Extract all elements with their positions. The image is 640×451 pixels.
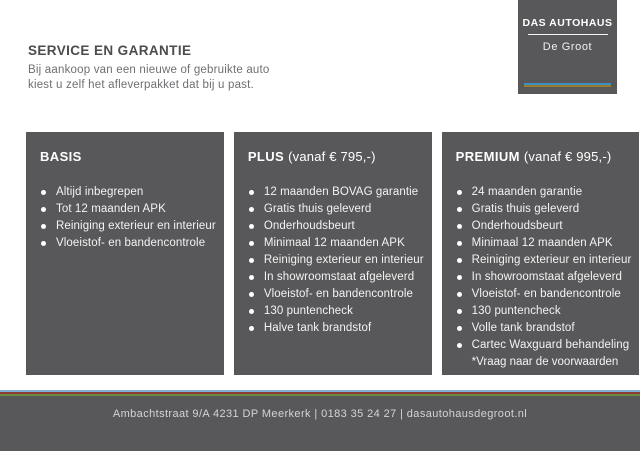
package-items (248, 184, 424, 337)
list-item: Gratis thuis geleverd (456, 201, 632, 218)
list-item: Altijd inbegrepen (40, 184, 216, 201)
header-block (28, 43, 270, 92)
list-item: Minimaal 12 maanden APK (248, 235, 424, 252)
package-header (40, 149, 216, 164)
logo-stripe-gold (524, 85, 611, 87)
intro-line-2: kiest u zelf het afleverpakket dat bij u past. (28, 78, 254, 91)
list-item: 24 maanden garantie (456, 184, 632, 201)
list-item: 130 puntencheck (248, 303, 424, 320)
list-item: Reiniging exterieur en interieur (40, 218, 216, 235)
package-columns (26, 132, 632, 375)
list-item: Reiniging exterieur en interieur (248, 252, 424, 269)
package-name: PREMIUM (455, 149, 520, 164)
list-item: Onderhoudsbeurt (248, 218, 424, 235)
list-item: Vloeistof- en bandencontrole (456, 286, 632, 303)
list-item: Tot 12 maanden APK (40, 201, 216, 218)
list-item: Onderhoudsbeurt (456, 218, 632, 235)
package-name: PLUS (247, 149, 285, 164)
package-card (26, 132, 224, 375)
package-name: BASIS (40, 149, 82, 164)
list-item: Vloeistof- en bandencontrole (40, 235, 216, 252)
list-item: Reiniging exterieur en interieur (456, 252, 632, 269)
package-card (442, 132, 640, 375)
package-card (234, 132, 432, 375)
package-items (456, 184, 632, 354)
logo-brand-name: DAS AUTOHAUS (522, 17, 613, 29)
package-price: (vanaf € 795,-) (288, 149, 376, 164)
list-item: Gratis thuis geleverd (248, 201, 424, 218)
package-items (40, 184, 216, 252)
list-item: In showroomstaat afgeleverd (248, 269, 424, 286)
footer-bar (0, 396, 640, 451)
list-item: 130 puntencheck (456, 303, 632, 320)
logo-dealer-name: De Groot (542, 41, 593, 53)
intro-line-1: Bij aankoop van een nieuwe of gebruikte auto (28, 64, 270, 76)
package-header (456, 149, 632, 164)
package-header (248, 149, 424, 164)
list-item: Cartec Waxguard behandeling (456, 337, 632, 354)
list-item: Volle tank brandstof (456, 320, 632, 337)
brand-logo (518, 0, 617, 94)
list-item: Minimaal 12 maanden APK (456, 235, 632, 252)
package-footnote: *Vraag naar de voorwaarden (471, 356, 619, 368)
list-item: Halve tank brandstof (248, 320, 424, 337)
list-item: In showroomstaat afgeleverd (456, 269, 632, 286)
list-item: Vloeistof- en bandencontrole (248, 286, 424, 303)
logo-divider-line (528, 34, 608, 35)
package-price: (vanaf € 995,-) (523, 149, 612, 164)
footer-contact: Ambachtstraat 9/A 4231 DP Meerkerk | 0183 35 24 27 | dasautohausdegroot.nl (112, 408, 528, 420)
page-title: SERVICE EN GARANTIE (28, 43, 192, 58)
list-item: 12 maanden BOVAG garantie (248, 184, 424, 201)
logo-accent-stripes (524, 83, 611, 87)
